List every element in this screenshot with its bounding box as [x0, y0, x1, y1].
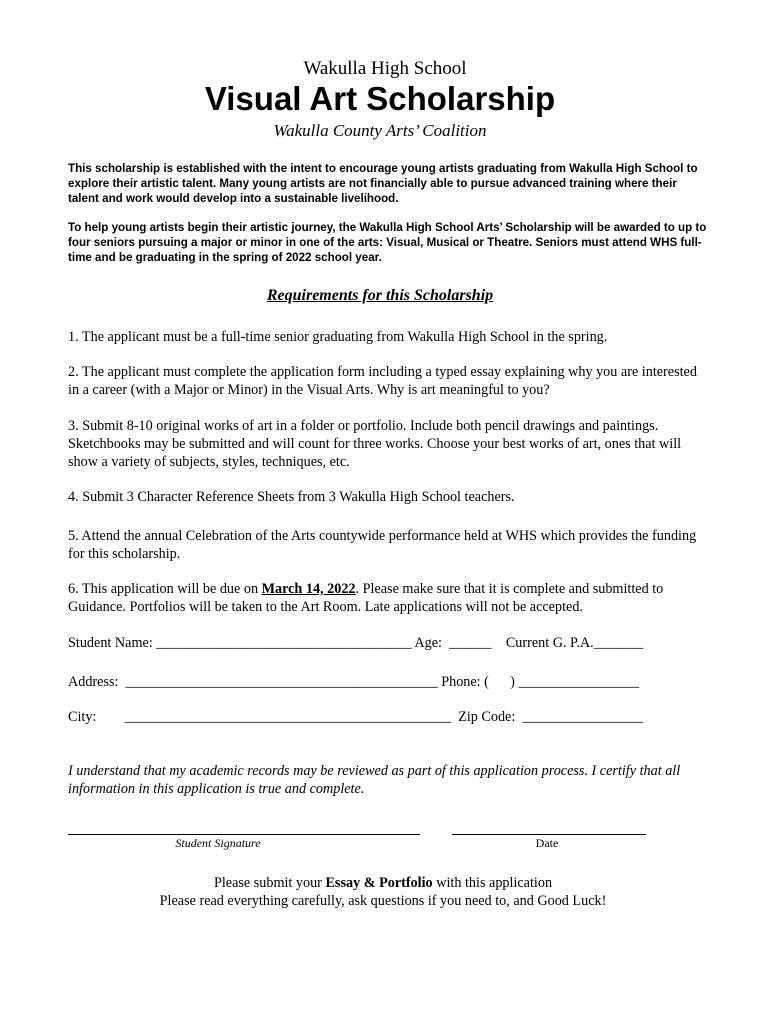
certification-statement: I understand that my academic records may be reviewed as part of this application process. I certify that all information in this application is true and complete. [68, 763, 681, 797]
due-date: March 14, 2022 [261, 581, 356, 597]
student-signature-line[interactable] [68, 834, 420, 835]
page-title: Visual Art Scholarship [204, 80, 556, 117]
date-label: Date [535, 836, 559, 850]
requirements-heading: Requirements for this Scholarship [266, 287, 494, 304]
closing-bold: Essay & Portfolio [325, 875, 433, 891]
intro-paragraph-2: To help young artists begin their artistic journey, the Wakulla High School Arts’ Scholarship will be awarded to up to four seniors pursuing a major or minor in one of the arts: Visual, Musical or Theatre. Seniors must attend WHS full-time and be graduating in the spring of 2022 school year. [68, 221, 707, 264]
requirement-6-prefix: 6. This application will be due on [68, 581, 262, 597]
requirement-4: 4. Submit 3 Character Reference Sheets from 3 Wakulla High School teachers. [68, 489, 515, 505]
student-signature-label: Student Signature [175, 836, 261, 850]
intro-paragraph-1: This scholarship is established with the intent to encourage young artists graduating from Wakulla High School to explore their artistic talent. Many young artists are not financially able to pursue advanced training where their talent and work would develop into a sustainable livelihood. [68, 162, 698, 205]
requirement-5: 5. Attend the annual Celebration of the Arts countywide performance held at WHS which provides the funding for this scholarship. [68, 528, 697, 562]
requirement-1: 1. The applicant must be a full-time senior graduating from Wakulla High School in the spring. [68, 329, 608, 345]
requirement-3: 3. Submit 8-10 original works of art in a folder or portfolio. Include both pencil drawings and paintings. Sketchbooks may be submitted and will count for three works. Choose your best works of art, ones that will show a variety of subjects, styles, techniques, etc. [68, 418, 682, 470]
closing-line-2: Please read everything carefully, ask questions if you need to, and Good Luck! [159, 893, 607, 909]
requirement-6-suffix: . Please make sure that it is complete and submitted to Guidance. Portfolios will be taken to the Art Room. Late applications will not be accepted. [68, 581, 664, 615]
coalition-name: Wakulla County Arts’ Coalition [273, 121, 487, 140]
closing-suffix: with this application [432, 875, 553, 891]
date-line[interactable] [452, 834, 646, 835]
school-name: Wakulla High School [303, 58, 467, 79]
requirement-2: 2. The applicant must complete the application form including a typed essay explaining why you are interested in a career (with a Major or Minor) in the Visual Arts. Why is art meaningful to you? [68, 364, 697, 398]
requirement-6 [68, 580, 708, 616]
closing-line-1 [0, 874, 766, 892]
address-phone-fields[interactable]: Address: ____________________________________________ Phone: ( ) _________________ [68, 674, 640, 690]
student-name-age-gpa-fields[interactable]: Student Name: ____________________________________ Age: ______ Current G. P.A._______ [68, 635, 644, 651]
closing-prefix: Please submit your [213, 875, 326, 891]
city-zip-fields[interactable]: City: ______________________________________________ Zip Code: _________________ [68, 709, 643, 725]
